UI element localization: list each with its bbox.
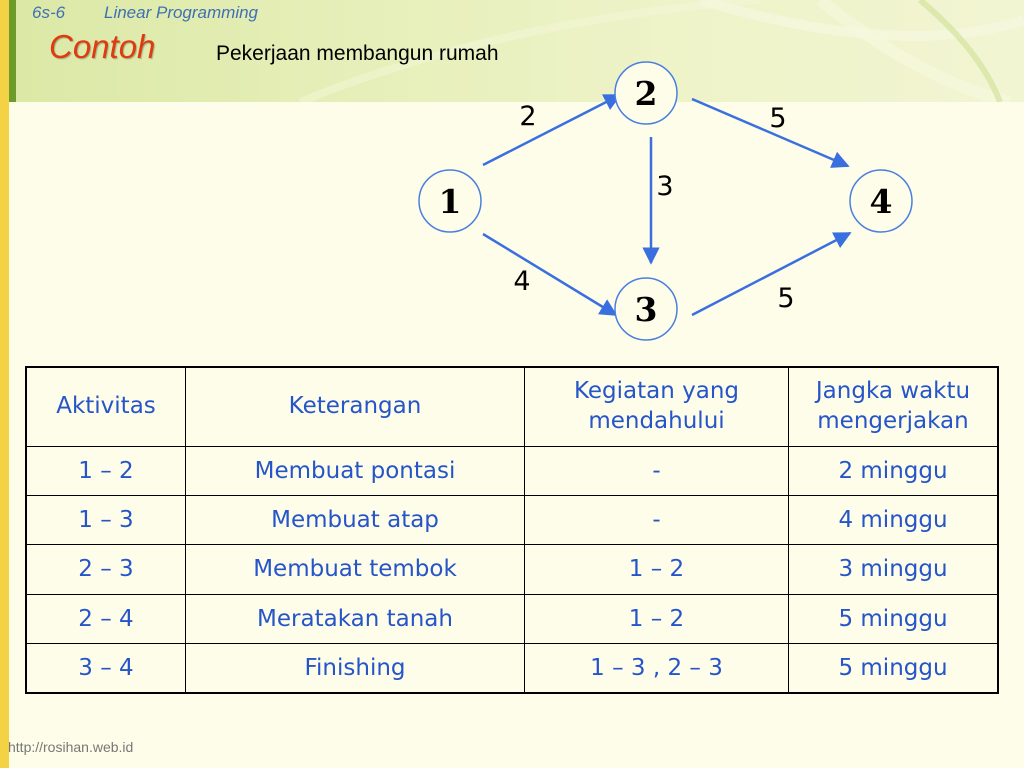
table-cell: 4 minggu (789, 496, 999, 545)
slide-topic: Linear Programming (104, 3, 259, 22)
slide-description: Pekerjaan membangun rumah (216, 42, 499, 65)
node-label-1: 1 (438, 182, 462, 221)
network-diagram (0, 0, 1024, 360)
edge-1-3 (483, 234, 616, 315)
edge-1-2 (483, 95, 620, 165)
table-row (26, 643, 998, 693)
edge-3-4 (692, 233, 850, 315)
edge-label-2-3: 3 (656, 171, 674, 202)
table-cell: 5 minggu (789, 594, 999, 643)
table-cell: 3 minggu (789, 545, 999, 594)
edge-label-3-4: 5 (777, 283, 795, 314)
table-cell: - (525, 447, 789, 496)
node-label-3: 3 (634, 290, 658, 329)
table-cell: 3 – 4 (26, 643, 186, 693)
footer-url: http://rosihan.web.id (8, 739, 134, 755)
table-cell: 2 – 3 (26, 545, 186, 594)
column-header-kegiatan: Kegiatan yang mendahului (525, 367, 789, 447)
table-cell: Membuat pontasi (186, 447, 525, 496)
table-cell: Finishing (186, 643, 525, 693)
table-cell: 1 – 3 , 2 – 3 (525, 643, 789, 693)
node-label-2: 2 (634, 74, 658, 113)
table-cell: 1 – 2 (525, 594, 789, 643)
edge-label-1-3: 4 (513, 266, 531, 297)
table-cell: 2 – 4 (26, 594, 186, 643)
table-cell: - (525, 496, 789, 545)
table-cell: 2 minggu (789, 447, 999, 496)
column-header-aktivitas: Aktivitas (26, 367, 186, 447)
table-cell: 1 – 2 (26, 447, 186, 496)
table-cell: Membuat atap (186, 496, 525, 545)
column-header-jangka-waktu: Jangka waktu mengerjakan (789, 367, 999, 447)
activity-table (25, 366, 999, 694)
table-cell: 1 – 3 (26, 496, 186, 545)
node-label-4: 4 (869, 182, 893, 221)
edge-label-2-4: 5 (769, 103, 787, 134)
slide-title: Contoh (49, 28, 156, 65)
table-cell: Membuat tembok (186, 545, 525, 594)
slide-number: 6s-6 (32, 3, 66, 22)
edge-label-1-2: 2 (519, 101, 537, 132)
table-header-row (26, 367, 998, 447)
table-row (26, 496, 998, 545)
table-row (26, 594, 998, 643)
table-row (26, 447, 998, 496)
table-cell: 5 minggu (789, 643, 999, 693)
table-cell: Meratakan tanah (186, 594, 525, 643)
table-cell: 1 – 2 (525, 545, 789, 594)
column-header-keterangan: Keterangan (186, 367, 525, 447)
table-row (26, 545, 998, 594)
